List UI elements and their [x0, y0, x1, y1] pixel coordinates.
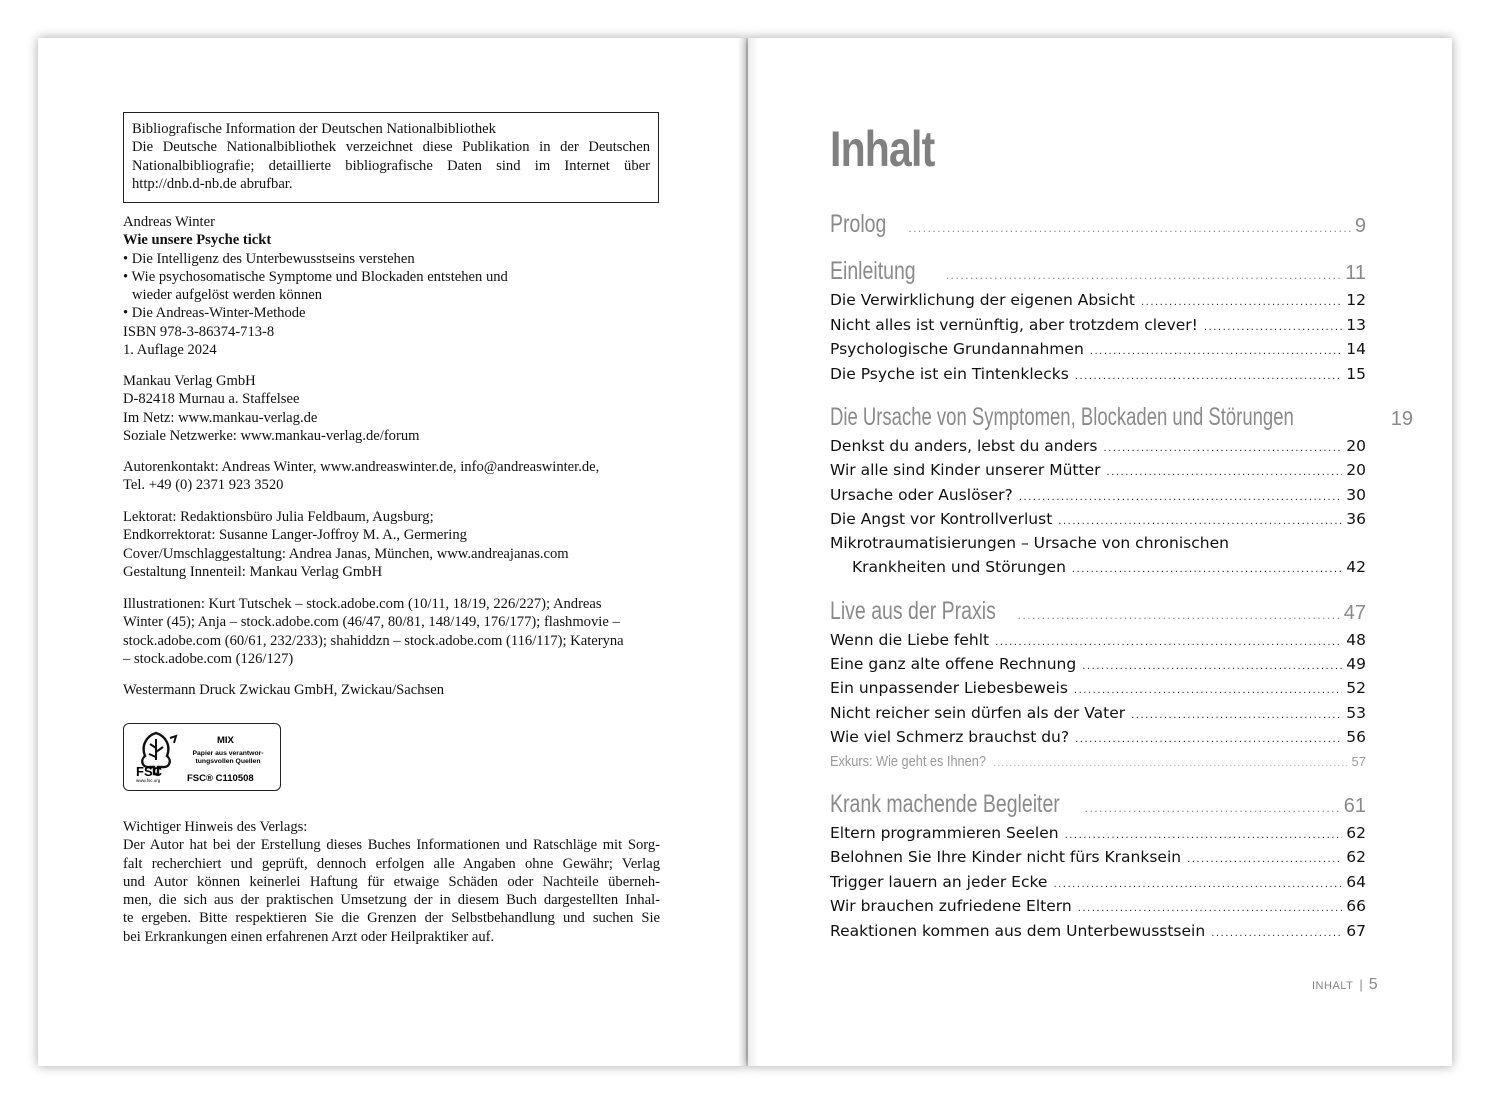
toc-entry[interactable]: [830, 486, 1366, 504]
publisher-line: Mankau Verlag GmbH: [123, 373, 256, 389]
illustration-line: – stock.adobe.com (126/127): [123, 650, 294, 667]
fsc-code: FSC® C110508: [187, 773, 254, 784]
toc-page: 20: [1346, 437, 1366, 455]
notice-heading: Wichtiger Hinweis des Verlags:: [123, 819, 308, 835]
notice-line: Der Autor hat bei der Erstellung dieses Buches Informationen und Ratschläge mit Sorg-: [123, 837, 660, 854]
fsc-source-line: tungsvollen Quellen: [195, 758, 261, 765]
toc-entry[interactable]: [830, 728, 1366, 746]
author-contact: [123, 458, 663, 495]
publisher-line: D-82418 Murnau a. Staffelsee: [123, 391, 300, 408]
toc-title: Ein unpassender Liebesbeweis: [830, 679, 1068, 697]
toc-title: Nicht reicher sein dürfen als der Vater: [830, 704, 1126, 722]
book-info: [123, 213, 663, 359]
fsc-label: [123, 723, 281, 791]
credit-line: Cover/Umschlaggestaltung: Andrea Janas, München, www.andreajanas.com: [123, 545, 569, 562]
toc-page: 47: [1343, 602, 1366, 624]
toc-page: 14: [1346, 340, 1366, 358]
toc-page: 36: [1346, 510, 1366, 528]
toc-page: 53: [1346, 704, 1366, 722]
toc-page: 66: [1346, 897, 1366, 915]
toc-chapter-prolog[interactable]: [830, 210, 1366, 239]
toc-entry[interactable]: [830, 848, 1366, 866]
bullet-item: • Die Intelligenz des Unterbewusstseins verstehen: [123, 250, 415, 267]
cip-line: Bibliografische Information der Deutschen Nationalbibliothek: [132, 121, 496, 137]
toc-title: Krank machende Begleiter: [830, 790, 1060, 818]
bullet-item: • Die Andreas-Winter-Methode: [123, 305, 306, 322]
toc-entry[interactable]: [852, 558, 1366, 576]
toc-page: 67: [1346, 922, 1366, 940]
printer-line: Westermann Druck Zwickau GmbH, Zwickau/Sachsen: [123, 682, 445, 698]
toc-title: Die Angst vor Kontrollverlust: [830, 510, 1053, 528]
cip-box: [123, 112, 659, 203]
notice-line: und Autor können keinerlei Haftung für etwaige Schäden oder Nachteile überneh-: [123, 873, 660, 890]
toc-chapter-einleitung[interactable]: [830, 257, 1366, 286]
toc-page: 30: [1346, 486, 1366, 504]
toc-entry[interactable]: [830, 873, 1366, 891]
illustration-credits: [123, 595, 663, 668]
toc-title: Eine ganz alte offene Rechnung: [830, 655, 1077, 673]
bullet-item: wieder aufgelöst werden können: [132, 287, 323, 304]
toc-chapter-praxis[interactable]: [830, 597, 1366, 626]
toc-page: 64: [1346, 873, 1366, 891]
publisher-line: Im Netz: www.mankau-verlag.de: [123, 409, 318, 426]
toc-entry[interactable]: [830, 461, 1366, 479]
publisher-notice: [123, 818, 660, 946]
toc-title: Trigger lauern an jeder Ecke: [830, 873, 1048, 891]
toc-entry[interactable]: [830, 437, 1366, 455]
toc-page: 48: [1346, 631, 1366, 649]
toc-title: Wenn die Liebe fehlt: [830, 631, 990, 649]
toc-title: Einleitung: [830, 257, 916, 285]
notice-line: men, die sich aus der praktischen Umsetzung der in diesem Buch dargestellten Inhal-: [123, 892, 660, 909]
right-page: [748, 38, 1452, 1066]
toc-page: 15: [1346, 365, 1366, 383]
toc-title: Exkurs: Wie geht es Ihnen?: [830, 753, 986, 770]
notice-line: falt recherchiert und geprüft, dennoch erfolgen alle Angaben ohne Gewähr; Verlag: [123, 855, 660, 872]
toc-entry[interactable]: [830, 510, 1366, 528]
toc-entry[interactable]: [830, 655, 1366, 673]
toc-title: Nicht alles ist vernünftig, aber trotzdem clever!: [830, 316, 1198, 334]
cip-line: Nationalbibliografie; detaillierte bibliografische Daten sind im Internet über: [132, 157, 650, 174]
illustration-line: stock.adobe.com (60/61, 232/233); shahiddzn – stock.adobe.com (116/117); Kateryna: [123, 632, 624, 649]
toc-title: Wir alle sind Kinder unserer Mütter: [830, 461, 1101, 479]
toc-entry[interactable]: [830, 679, 1366, 697]
toc-page: 9: [1354, 215, 1366, 237]
toc-page: 57: [1351, 754, 1366, 769]
toc-page: 42: [1346, 558, 1366, 576]
credit-line: Lektorat: Redaktionsbüro Julia Feldbaum, Augsburg;: [123, 509, 434, 525]
page-footer: [1312, 976, 1378, 994]
toc-title: Ursache oder Auslöser?: [830, 486, 1013, 504]
toc-page: 49: [1346, 655, 1366, 673]
credit-line: Gestaltung Innenteil: Mankau Verlag GmbH: [123, 563, 383, 580]
credits: [123, 508, 663, 581]
author: Andreas Winter: [123, 214, 215, 230]
toc-page: 11: [1345, 262, 1366, 284]
toc-title: Wir brauchen zufriedene Eltern: [830, 897, 1072, 915]
fsc-logo-text: FSC: [136, 764, 162, 779]
toc-chapter-krank[interactable]: [830, 790, 1366, 819]
toc-excursus[interactable]: [830, 753, 1366, 770]
left-page: [38, 38, 746, 1066]
footer-separator: |: [1359, 977, 1363, 992]
cip-line: Die Deutsche Nationalbibliothek verzeichnet diese Publikation in der Deutschen: [132, 139, 650, 156]
toc-title: Psychologische Grundannahmen: [830, 340, 1084, 358]
toc-entry[interactable]: [830, 365, 1366, 383]
toc-page: 62: [1346, 824, 1366, 842]
toc-entry[interactable]: [830, 704, 1366, 722]
fsc-mix: MIX: [217, 735, 234, 746]
toc-title: Eltern programmieren Seelen: [830, 824, 1059, 842]
toc-page: 61: [1343, 795, 1366, 817]
edition: 1. Auflage 2024: [123, 342, 217, 359]
notice-line: bei Erkrankungen einen erfahrenen Arzt oder Heilpraktiker auf.: [123, 928, 495, 945]
toc-page: 62: [1346, 848, 1366, 866]
toc-entry[interactable]: [830, 631, 1366, 649]
toc-title: Die Verwirklichung der eigenen Absicht: [830, 291, 1135, 309]
fsc-source-text: [182, 750, 274, 766]
toc-title: Reaktionen kommen aus dem Unterbewusstsein: [830, 922, 1206, 940]
toc-entry[interactable]: [830, 316, 1366, 334]
page-number: 5: [1368, 976, 1378, 993]
toc-title: Belohnen Sie Ihre Kinder nicht fürs Kranksein: [830, 848, 1182, 866]
printer: [123, 681, 663, 699]
toc-entry[interactable]: [830, 340, 1366, 358]
fsc-url: www.fsc.org: [136, 778, 161, 783]
toc-entry[interactable]: [830, 291, 1366, 309]
toc-page: 19: [1390, 408, 1413, 430]
toc-entry-line[interactable]: Mikrotraumatisierungen – Ursache von chronischen: [830, 534, 1229, 552]
toc-title: Krankheiten und Störungen: [852, 558, 1066, 576]
credit-line: Endkorrektorat: Susanne Langer-Joffroy M. A., Germering: [123, 527, 467, 544]
notice-line: te ergeben. Bitte respektieren Sie die Grenzen der Selbstbehandlung und suchen Sie: [123, 910, 660, 927]
toc-entry[interactable]: [830, 922, 1366, 940]
toc-title: Denkst du anders, lebst du anders: [830, 437, 1098, 455]
toc-chapter-ursache[interactable]: [830, 403, 1413, 432]
toc-entry[interactable]: [830, 824, 1366, 842]
page-title: Inhalt: [830, 121, 935, 177]
toc-entry[interactable]: [830, 897, 1366, 915]
toc-title: Prolog: [830, 210, 887, 238]
fsc-source-line: Papier aus verantwor-: [192, 750, 264, 757]
toc-page: 13: [1346, 316, 1366, 334]
illustration-line: Illustrationen: Kurt Tutschek – stock.adobe.com (10/11, 18/19, 226/227); Andreas: [123, 596, 602, 612]
toc-title: Die Ursache von Symptomen, Blockaden und Störungen: [830, 403, 1294, 431]
toc-title: Live aus der Praxis: [830, 597, 996, 625]
publisher-line: Soziale Netzwerke: www.mankau-verlag.de/forum: [123, 427, 420, 444]
publisher-info: [123, 372, 663, 445]
cip-line: http://dnb.d-nb.de abrufbar.: [132, 175, 293, 192]
illustration-line: Winter (45); Anja – stock.adobe.com (46/47, 80/81, 148/149, 176/177); flashmovie –: [123, 614, 620, 631]
toc-page: 52: [1346, 679, 1366, 697]
toc-page: 56: [1346, 728, 1366, 746]
toc-title: Wie viel Schmerz brauchst du?: [830, 728, 1070, 746]
toc-title: Die Psyche ist ein Tintenklecks: [830, 365, 1069, 383]
contact-line: Autorenkontakt: Andreas Winter, www.andreaswinter.de, info@andreaswinter.de,: [123, 459, 600, 475]
toc-page: 12: [1346, 291, 1366, 309]
bullet-item: • Wie psychosomatische Symptome und Blockaden entstehen und: [123, 268, 508, 285]
toc-page: 20: [1346, 461, 1366, 479]
isbn: ISBN 978-3-86374-713-8: [123, 323, 275, 340]
contact-line: Tel. +49 (0) 2371 923 3520: [123, 477, 284, 494]
book-title: Wie unsere Psyche tickt: [123, 232, 272, 249]
footer-label: INHALT: [1312, 980, 1354, 992]
